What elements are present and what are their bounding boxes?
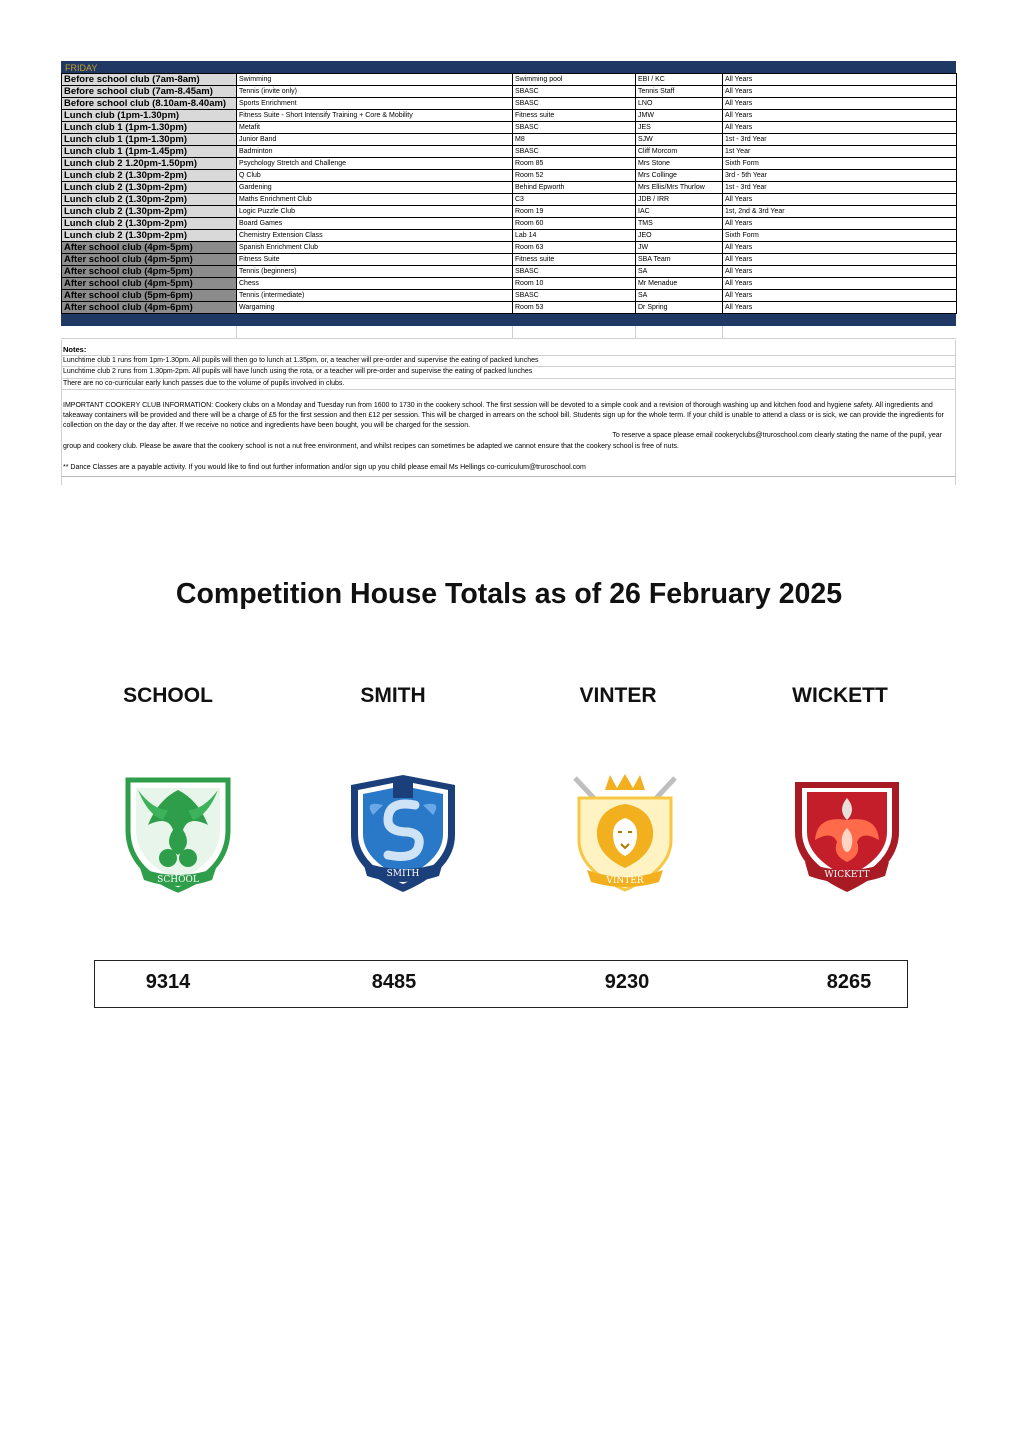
club-staff-cell: SJW [636, 134, 723, 146]
club-staff-cell: TMS [636, 218, 723, 230]
notes-line-passes: There are no co-curricular early lunch passes due to the volume of pupils involved in clubs. [61, 379, 956, 390]
club-activity-cell: Chess [237, 278, 513, 290]
club-activity-cell: Fitness Suite - Short Intensify Training + Core & Mobility [237, 110, 513, 122]
club-activity-cell: Spanish Enrichment Club [237, 242, 513, 254]
club-venue-cell: C3 [513, 194, 636, 206]
cookery-info: IMPORTANT COOKERY CLUB INFORMATION: Cookery clubs on a Monday and Tuesday run from 1600 to 1730 in the cookery school. The first session will be devoted to a simple cook and a revision of thorough washing up and kitchen food and hygiene safety. All ingredients and takeaway containers will be provided and there will be a charge of £5 for the first session and then £12 per session. This will be charged in arrears on the school bill. Students sign up for the whole term. If your child is unable to attend a class or is sick, we can provide the ingredients for collection on the day or the day after. If we receive no notice and ingredients have been bought, you will be charged for the session. [63, 401, 944, 430]
club-years-cell: 3rd - 5th Year [723, 170, 957, 182]
notes-section [61, 345, 956, 477]
club-staff-cell: Dr Spring [636, 302, 723, 314]
cookery-nut-warning: group and cookery club. Please be aware that the cookery school is not a nut free environment, and whilst recipes can sometimes be adapted we cannot ensure that the cookery school is free of nuts. [63, 442, 679, 450]
club-years-cell: Sixth Form [723, 158, 957, 170]
club-years-cell: All Years [723, 290, 957, 302]
club-venue-cell: Swimming pool [513, 74, 636, 86]
club-staff-cell: Cliff Morcom [636, 146, 723, 158]
club-venue-cell: M8 [513, 134, 636, 146]
club-staff-cell: Tennis Staff [636, 86, 723, 98]
house-name-smith: SMITH [360, 684, 426, 707]
club-venue-cell: SBASC [513, 266, 636, 278]
club-slot-cell: Before school club (7am-8.45am) [62, 86, 237, 98]
club-row [62, 122, 957, 134]
club-staff-cell: JES [636, 122, 723, 134]
house-name-wickett: WICKETT [792, 684, 888, 707]
house-name-school: SCHOOL [123, 684, 213, 707]
total-school: 9314 [145, 971, 191, 993]
club-venue-cell: Lab 14 [513, 230, 636, 242]
club-years-cell: 1st - 3rd Year [723, 182, 957, 194]
club-slot-cell: Lunch club (1pm-1.30pm) [62, 110, 237, 122]
club-venue-cell: Room 19 [513, 206, 636, 218]
club-staff-cell: JMW [636, 110, 723, 122]
clubs-table [61, 73, 957, 314]
club-staff-cell: Mrs Collinge [636, 170, 723, 182]
smith-crest-icon [343, 770, 463, 895]
club-activity-cell: Junior Band [237, 134, 513, 146]
club-slot-cell: After school club (5pm-6pm) [62, 290, 237, 302]
club-staff-cell: JDB / IRR [636, 194, 723, 206]
smith-crest-label: SMITH [386, 869, 420, 879]
club-slot-cell: After school club (4pm-5pm) [62, 242, 237, 254]
club-staff-cell: Mrs Stone [636, 158, 723, 170]
club-venue-cell: Behind Epworth [513, 182, 636, 194]
club-years-cell: All Years [723, 98, 957, 110]
notes-title: Notes: [61, 345, 956, 356]
club-activity-cell: Tennis (beginners) [237, 266, 513, 278]
club-years-cell: All Years [723, 242, 957, 254]
vinter-crest-label: VINTER [606, 876, 644, 886]
club-venue-cell: SBASC [513, 98, 636, 110]
club-venue-cell: Room 63 [513, 242, 636, 254]
club-row [62, 218, 957, 230]
club-staff-cell: Mrs Ellis/Mrs Thurlow [636, 182, 723, 194]
club-staff-cell: EBI / KC [636, 74, 723, 86]
club-activity-cell: Logic Puzzle Club [237, 206, 513, 218]
club-years-cell: 1st Year [723, 146, 957, 158]
clubs-table-body [62, 74, 957, 314]
day-footer [61, 314, 956, 326]
club-row [62, 242, 957, 254]
club-years-cell: 1st - 3rd Year [723, 134, 957, 146]
club-years-cell: All Years [723, 194, 957, 206]
club-row [62, 194, 957, 206]
club-slot-cell: Lunch club 2 (1.30pm-2pm) [62, 170, 237, 182]
blank-row [61, 326, 956, 339]
club-row [62, 206, 957, 218]
club-venue-cell: Fitness suite [513, 110, 636, 122]
friday-clubs-sheet [61, 61, 956, 339]
club-staff-cell: JW [636, 242, 723, 254]
club-row [62, 230, 957, 242]
club-row [62, 158, 957, 170]
club-slot-cell: Lunch club 2 (1.30pm-2pm) [62, 206, 237, 218]
club-activity-cell: Gardening [237, 182, 513, 194]
club-staff-cell: LNO [636, 98, 723, 110]
school-crest-icon [118, 770, 238, 895]
club-slot-cell: Before school club (8.10am-8.40am) [62, 98, 237, 110]
club-slot-cell: Lunch club 1 (1pm-1.30pm) [62, 122, 237, 134]
club-slot-cell: Before school club (7am-8am) [62, 74, 237, 86]
club-staff-cell: IAC [636, 206, 723, 218]
club-row [62, 182, 957, 194]
club-slot-cell: Lunch club 1 (1pm-1.30pm) [62, 134, 237, 146]
club-venue-cell: Room 52 [513, 170, 636, 182]
club-activity-cell: Sports Enrichment [237, 98, 513, 110]
club-staff-cell: SBA Team [636, 254, 723, 266]
club-slot-cell: Lunch club 2 (1.30pm-2pm) [62, 230, 237, 242]
club-row [62, 302, 957, 314]
club-slot-cell: Lunch club 2 (1.30pm-2pm) [62, 218, 237, 230]
club-activity-cell: Fitness Suite [237, 254, 513, 266]
club-activity-cell: Tennis (invite only) [237, 86, 513, 98]
club-slot-cell: After school club (4pm-5pm) [62, 254, 237, 266]
total-smith: 8485 [371, 971, 417, 993]
club-activity-cell: Wargaming [237, 302, 513, 314]
club-years-cell: All Years [723, 254, 957, 266]
wickett-crest-icon [787, 770, 907, 895]
club-years-cell: All Years [723, 86, 957, 98]
competition-title: Competition House Totals as of 26 February 2025 [175, 578, 843, 610]
club-slot-cell: Lunch club 2 1.20pm-1.50pm) [62, 158, 237, 170]
club-activity-cell: Board Games [237, 218, 513, 230]
club-row [62, 170, 957, 182]
club-venue-cell: SBASC [513, 146, 636, 158]
club-venue-cell: Room 60 [513, 218, 636, 230]
club-years-cell: 1st, 2nd & 3rd Year [723, 206, 957, 218]
club-row [62, 290, 957, 302]
club-venue-cell: SBASC [513, 86, 636, 98]
club-activity-cell: Metafit [237, 122, 513, 134]
club-activity-cell: Chemistry Extension Class [237, 230, 513, 242]
club-slot-cell: After school club (4pm-5pm) [62, 278, 237, 290]
club-row [62, 146, 957, 158]
club-years-cell: All Years [723, 302, 957, 314]
day-header: FRIDAY [61, 61, 956, 73]
club-staff-cell: SA [636, 290, 723, 302]
club-years-cell: All Years [723, 122, 957, 134]
club-years-cell: All Years [723, 278, 957, 290]
total-vinter: 9230 [604, 971, 650, 993]
club-activity-cell: Q Club [237, 170, 513, 182]
club-row [62, 134, 957, 146]
vinter-crest-icon [565, 770, 685, 895]
house-name-vinter: VINTER [579, 684, 657, 707]
club-venue-cell: SBASC [513, 122, 636, 134]
club-staff-cell: JEO [636, 230, 723, 242]
notes-line-lunch-1: Lunchtime club 1 runs from 1pm-1.30pm. All pupils will then go to lunch at 1.35pm, or, a teacher will pre-order and supervise the eating of packed lunches [61, 356, 956, 367]
club-activity-cell: Psychology Stretch and Challenge [237, 158, 513, 170]
club-activity-cell: Badminton [237, 146, 513, 158]
club-activity-cell: Tennis (intermediate) [237, 290, 513, 302]
club-activity-cell: Swimming [237, 74, 513, 86]
club-row [62, 98, 957, 110]
club-slot-cell: Lunch club 2 (1.30pm-2pm) [62, 194, 237, 206]
cookery-reserve: To reserve a space please email cookeryclubs@truroschool.com clearly stating the name of the pupil, year [612, 432, 942, 440]
club-row [62, 266, 957, 278]
school-crest-label: SCHOOL [157, 875, 199, 885]
club-row [62, 74, 957, 86]
club-years-cell: All Years [723, 74, 957, 86]
club-venue-cell: Room 10 [513, 278, 636, 290]
club-years-cell: All Years [723, 266, 957, 278]
club-venue-cell: Room 53 [513, 302, 636, 314]
notes-line-lunch-2: Lunchtime club 2 runs from 1.30pm-2pm. All pupils will have lunch using the rota, or a teacher will pre-order and supervise the eating of packed lunches [61, 367, 956, 378]
club-years-cell: All Years [723, 218, 957, 230]
club-slot-cell: After school club (4pm-5pm) [62, 266, 237, 278]
club-activity-cell: Maths Enrichment Club [237, 194, 513, 206]
club-slot-cell: Lunch club 2 (1.30pm-2pm) [62, 182, 237, 194]
club-slot-cell: After school club (4pm-6pm) [62, 302, 237, 314]
club-venue-cell: Room 85 [513, 158, 636, 170]
club-years-cell: Sixth Form [723, 230, 957, 242]
club-years-cell: All Years [723, 110, 957, 122]
total-wickett: 8265 [826, 971, 872, 993]
club-venue-cell: SBASC [513, 290, 636, 302]
club-row [62, 86, 957, 98]
club-row [62, 278, 957, 290]
club-staff-cell: SA [636, 266, 723, 278]
club-venue-cell: Fitness suite [513, 254, 636, 266]
club-row [62, 110, 957, 122]
dance-note: ** Dance Classes are a payable activity. If you would like to find out further information and/or sign up you child please email Ms Hellings co-curriculum@truroschool.com [61, 463, 956, 477]
club-row [62, 254, 957, 266]
club-slot-cell: Lunch club 1 (1pm-1.45pm) [62, 146, 237, 158]
wickett-crest-label: WICKETT [824, 870, 870, 880]
club-staff-cell: Mr Menadue [636, 278, 723, 290]
